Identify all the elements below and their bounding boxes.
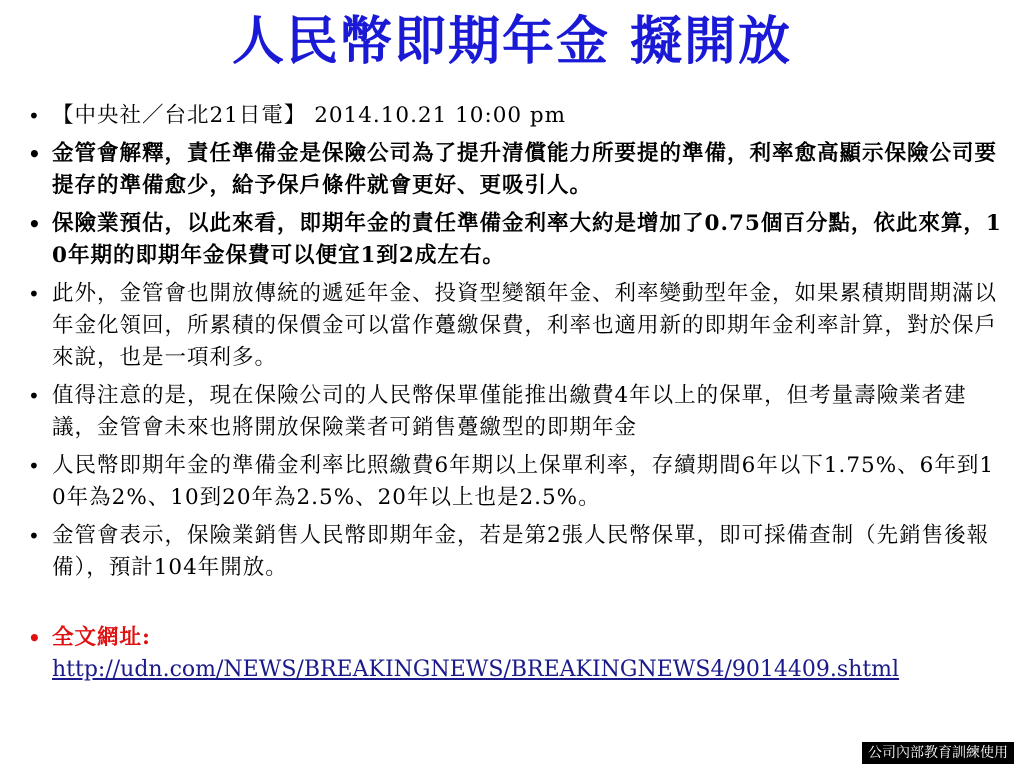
bullet-dot-icon: •	[28, 142, 42, 166]
bullet-item	[22, 278, 1002, 374]
footer-badge: 公司內部教育訓練使用	[862, 742, 1014, 764]
bullet-list	[22, 100, 1002, 692]
bullet-text: 值得注意的是，現在保險公司的人民幣保單僅能推出繳費4年以上的保單，但考量壽險業者建議，金管會未來也將開放保險業者可銷售躉繳型的即期年金	[52, 383, 967, 440]
bullet-item	[22, 208, 1002, 272]
bullet-dot-icon: •	[28, 384, 41, 408]
bullet-text: 此外，金管會也開放傳統的遞延年金、投資型變額年金、利率變動型年金，如果累積期間期滿以年金化領回，所累積的保價金可以當作躉繳保費，利率也適用新的即期年金利率計算，對於保戶來說，也是一項利多。	[52, 281, 998, 370]
bullet-text: 保險業預估，以此來看，即期年金的責任準備金利率大約是增加了0.75個百分點，依此來算，10年期的即期年金保費可以便宜1到2成左右。	[52, 211, 1002, 268]
bullet-text: 金管會解釋，責任準備金是保險公司為了提升清償能力所要提的準備，利率愈高顯示保險公司要提存的準備愈少，給予保戶條件就會更好、更吸引人。	[52, 141, 998, 198]
bullet-item	[22, 520, 1002, 584]
source-item	[22, 622, 1002, 686]
bullet-item	[22, 138, 1002, 202]
bullet-item	[22, 380, 1002, 444]
bullet-dot-icon: •	[28, 454, 41, 478]
bullet-text: 人民幣即期年金的準備金利率比照繳費6年期以上保單利率，存續期間6年以下1.75%、6年到10年為2%、10到20年為2.5%、20年以上也是2.5%。	[52, 453, 995, 510]
bullet-dot-icon: •	[28, 212, 42, 236]
source-link[interactable]: http://udn.com/NEWS/BREAKINGNEWS/BREAKINGNEWS4/9014409.shtml	[52, 657, 900, 682]
bullet-item	[22, 100, 1002, 132]
source-label: 全文網址:	[52, 625, 151, 650]
bullet-text: 【中央社／台北21日電】 2014.10.21 10:00 pm	[52, 103, 567, 128]
slide-title: 人民幣即期年金 擬開放	[231, 12, 793, 72]
bullet-dot-icon: •	[28, 524, 41, 548]
bullet-dot-icon: •	[28, 626, 42, 650]
bullet-item	[22, 450, 1002, 514]
bullet-dot-icon: •	[28, 282, 41, 306]
bullet-text: 金管會表示，保險業銷售人民幣即期年金，若是第2張人民幣保單，即可採備查制（先銷售後報備），預計104年開放。	[52, 523, 990, 580]
spacer	[22, 590, 1002, 622]
bullet-dot-icon: •	[28, 104, 41, 128]
